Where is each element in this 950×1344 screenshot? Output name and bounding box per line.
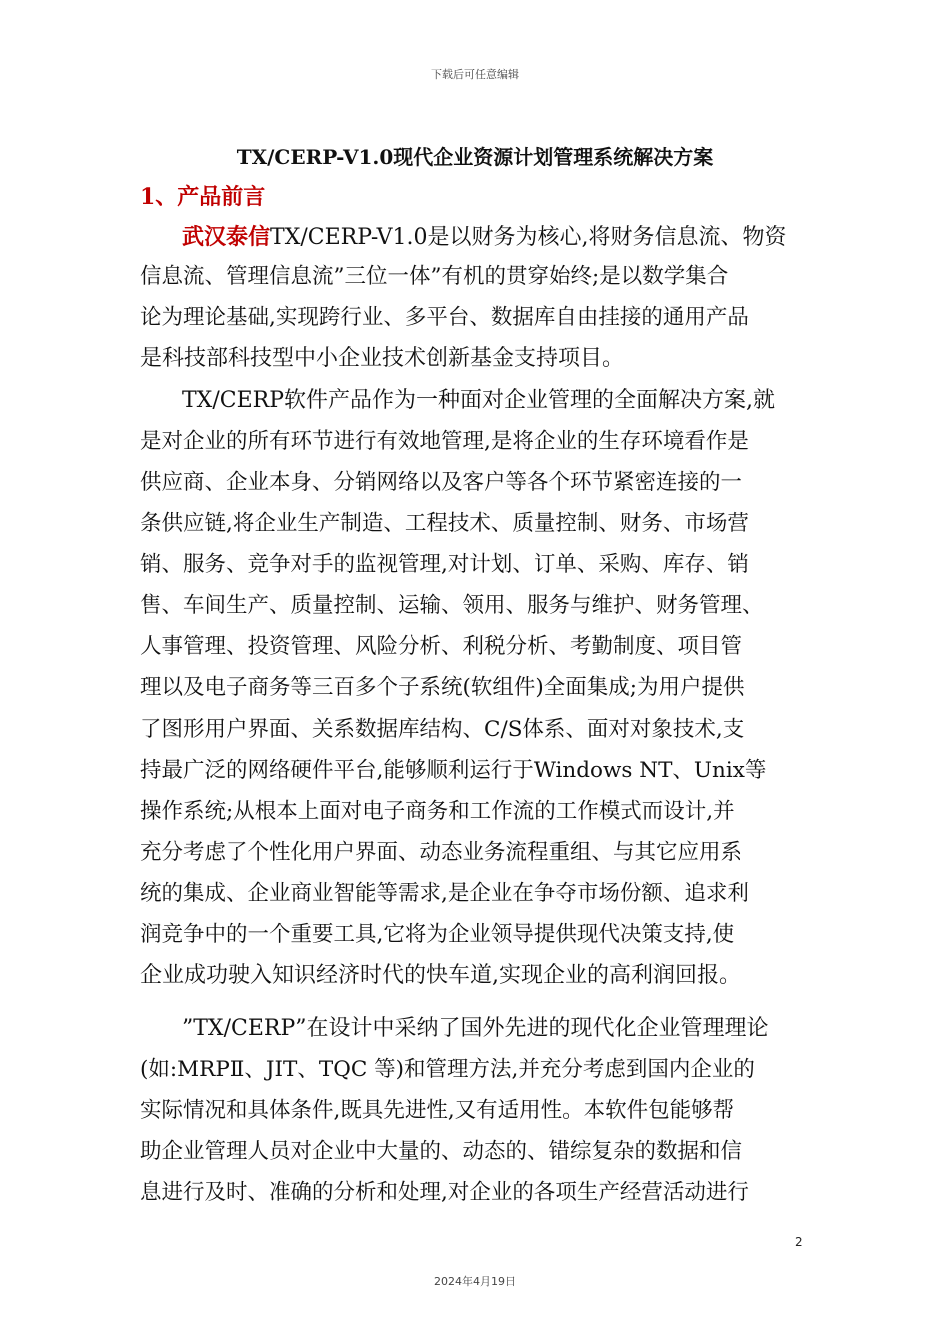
paragraph3-line-3: 实际情况和具体条件,既具先进性,又有适用性。本软件包能够帮 bbox=[140, 1098, 735, 1123]
paragraph2-line-7: 人事管理、投资管理、风险分析、利税分析、考勤制度、项目管 bbox=[140, 634, 743, 659]
paragraph1-line-3: 论为理论基础,实现跨行业、多平台、数据库自由挂接的通用产品 bbox=[140, 305, 749, 330]
paragraph2-line-8: 理以及电子商务等三百多个子系统(软组件)全面集成;为用户提供 bbox=[140, 675, 745, 700]
paragraph1-line-1-text: TX/CERP-V1.0是以财务为核心,将财务信息流、物资 bbox=[270, 225, 787, 250]
section-heading: 1、产品前言 bbox=[140, 184, 266, 210]
paragraph2-line-2: 是对企业的所有环节进行有效地管理,是将企业的生存环境看作是 bbox=[140, 429, 749, 454]
paragraph3-line-1: ”TX/CERP”在设计中采纳了国外先进的现代化企业管理理论 bbox=[182, 1016, 769, 1041]
paragraph2-line-15: 企业成功驶入知识经济时代的快车道,实现企业的高利润回报。 bbox=[140, 963, 741, 988]
paragraph2-line-13: 统的集成、企业商业智能等需求,是企业在争夺市场份额、追求利 bbox=[140, 881, 749, 906]
paragraph3-line-2: (如:MRPⅡ、JIT、TQC 等)和管理方法,并充分考虑到国内企业的 bbox=[140, 1057, 755, 1082]
paragraph2-line-11: 操作系统;从根本上面对电子商务和工作流的工作模式而设计,并 bbox=[140, 799, 735, 824]
paragraph2-line-4: 条供应链,将企业生产制造、工程技术、质量控制、财务、市场营 bbox=[140, 511, 749, 536]
footer-date: 2024年4月19日 bbox=[434, 1275, 516, 1288]
paragraph2-line-10: 持最广泛的网络硬件平台,能够顺利运行于Windows NT、Unix等 bbox=[140, 758, 767, 783]
paragraph2-line-6: 售、车间生产、质量控制、运输、领用、服务与维护、财务管理、 bbox=[140, 593, 764, 618]
paragraph1-line-2: 信息流、管理信息流”三位一体”有机的贯穿始终;是以数学集合 bbox=[140, 264, 729, 289]
paragraph2-line-12: 充分考虑了个性化用户界面、动态业务流程重组、与其它应用系 bbox=[140, 840, 743, 865]
paragraph2-line-14: 润竞争中的一个重要工具,它将为企业领导提供现代决策支持,使 bbox=[140, 922, 735, 947]
paragraph1-line-1 bbox=[182, 222, 822, 253]
paragraph2-line-9: 了图形用户界面、关系数据库结构、C/S体系、面对对象技术,支 bbox=[140, 717, 745, 742]
paragraph2-line-3: 供应商、企业本身、分销网络以及客户等各个环节紧密连接的一 bbox=[140, 470, 743, 495]
paragraph2-line-5: 销、服务、竞争对手的监视管理,对计划、订单、采购、库存、销 bbox=[140, 552, 749, 577]
document-title: TX/CERP-V1.0现代企业资源计划管理系统解决方案 bbox=[236, 145, 714, 169]
paragraph1-line-4: 是科技部科技型中小企业技术创新基金支持项目。 bbox=[140, 346, 625, 371]
paragraph3-line-4: 助企业管理人员对企业中大量的、动态的、错综复杂的数据和信 bbox=[140, 1139, 743, 1164]
header-note: 下载后可任意编辑 bbox=[431, 68, 519, 81]
paragraph2-line-1: TX/CERP软件产品作为一种面对企业管理的全面解决方案,就 bbox=[182, 388, 776, 413]
brand-name: 武汉泰信 bbox=[182, 224, 271, 250]
paragraph3-line-5: 息进行及时、准确的分析和处理,对企业的各项生产经营活动进行 bbox=[140, 1180, 749, 1205]
page-number: 2 bbox=[795, 1235, 803, 1249]
